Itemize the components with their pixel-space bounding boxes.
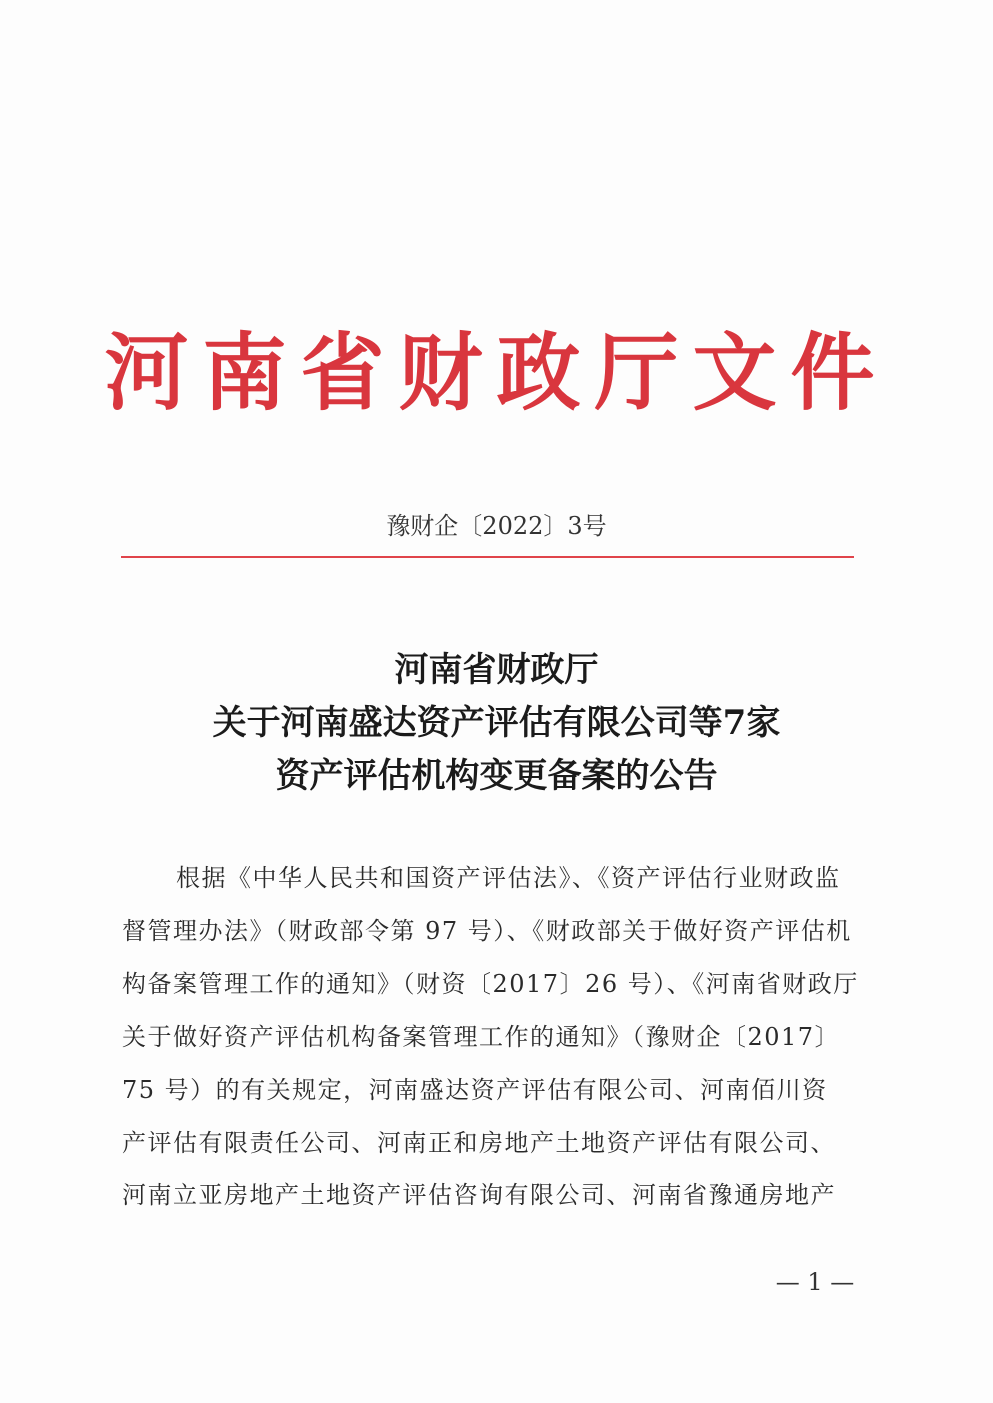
body-line: 构备案管理工作的通知》（财资〔2017〕26 号）、《河南省财政厅	[122, 969, 859, 998]
page-number: — 1 —	[775, 1268, 855, 1296]
title-line-3: 资产评估机构变更备案的公告	[275, 756, 718, 796]
body-line: 关于做好资产评估机构备案管理工作的通知》（豫财企〔2017〕	[122, 1022, 841, 1051]
title-line-2: 关于河南盛达资产评估有限公司等7家	[212, 703, 781, 743]
body-line: 河南立亚房地产土地资产评估咨询有限公司、河南省豫通房地产	[122, 1181, 836, 1210]
announcement-title	[0, 644, 993, 803]
title-line-1: 河南省财政厅	[394, 650, 599, 690]
body-line: 根据《中华人民共和国资产评估法》、《资产评估行业财政监	[176, 864, 841, 892]
body-line: 75 号）的有关规定，河南盛达资产评估有限公司、河南佰川资	[122, 1075, 828, 1104]
body-paragraph	[122, 852, 862, 1222]
body-line: 督管理办法》（财政部令第 97 号）、《财政部关于做好资产评估机	[122, 916, 852, 945]
masthead-title: 河南省财政厅文件	[104, 324, 889, 422]
document-number: 豫财企〔2022〕3号	[386, 512, 607, 540]
body-line: 产评估有限责任公司、河南正和房地产土地资产评估有限公司、	[122, 1128, 836, 1157]
red-divider-line	[121, 556, 854, 558]
